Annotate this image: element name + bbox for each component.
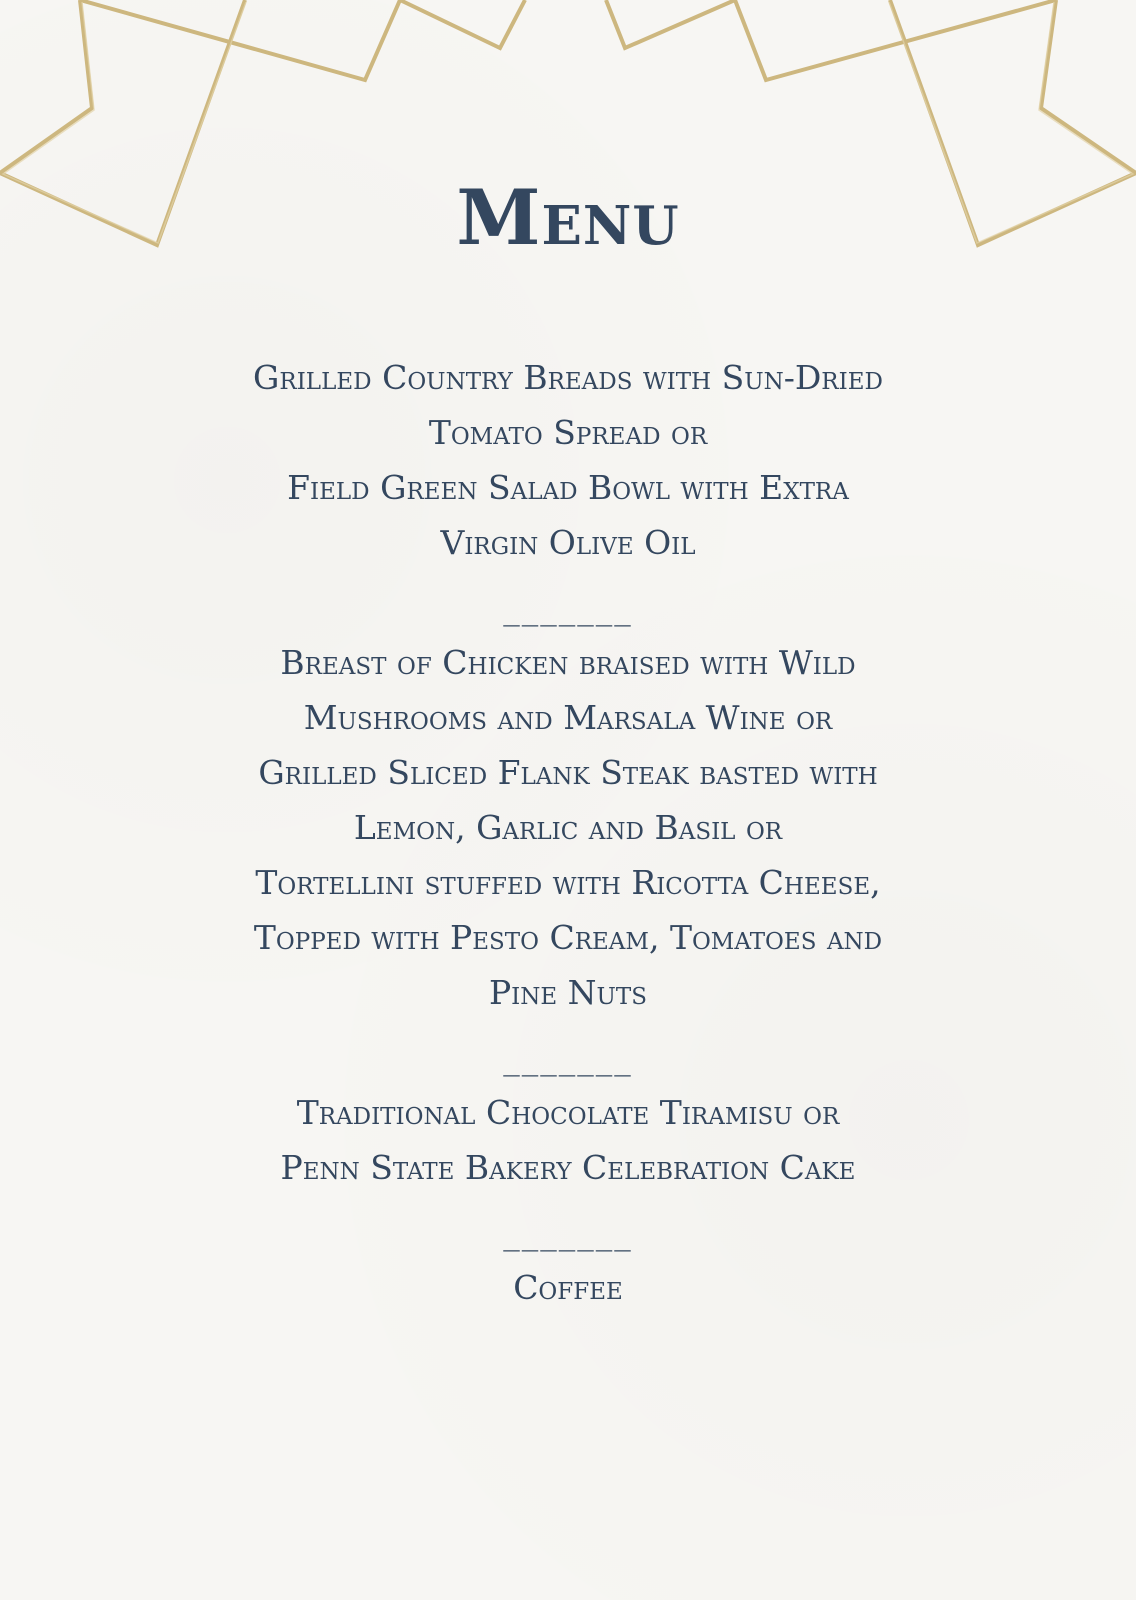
menu-item-line: Virgin Olive Oil	[440, 523, 696, 562]
course-divider: _______	[503, 1213, 633, 1252]
menu-item-line: Field Green Salad Bowl with Extra	[287, 468, 849, 507]
menu-item-line: Mushrooms and Marsala Wine or	[303, 698, 833, 737]
menu-courses	[160, 350, 976, 1315]
menu-item-line: Tomato Spread or	[428, 413, 708, 452]
menu-item-line: Tortellini stuffed with Ricotta Cheese,	[255, 863, 881, 902]
menu-item-line: Breast of Chicken braised with Wild	[280, 643, 856, 682]
menu-item-line: Grilled Country Breads with Sun-Dried	[253, 358, 883, 397]
menu-title: Menu	[456, 173, 680, 262]
menu-item-line: Lemon, Garlic and Basil or	[353, 808, 783, 847]
course-desserts	[160, 1085, 976, 1195]
course-mains	[160, 635, 976, 1020]
menu-item-line: Coffee	[513, 1268, 623, 1307]
menu-item-line: Topped with Pesto Cream, Tomatoes and	[253, 918, 883, 957]
menu-item-line: Penn State Bakery Celebration Cake	[280, 1148, 856, 1187]
menu-item-line: Pine Nuts	[488, 973, 648, 1012]
course-coffee	[160, 1260, 976, 1315]
course-starters	[160, 350, 976, 570]
menu-item-line: Grilled Sliced Flank Steak basted with	[258, 753, 878, 792]
course-divider: _______	[503, 1038, 633, 1077]
menu-item-line: Traditional Chocolate Tiramisu or	[296, 1093, 840, 1132]
course-divider: _______	[503, 588, 633, 627]
